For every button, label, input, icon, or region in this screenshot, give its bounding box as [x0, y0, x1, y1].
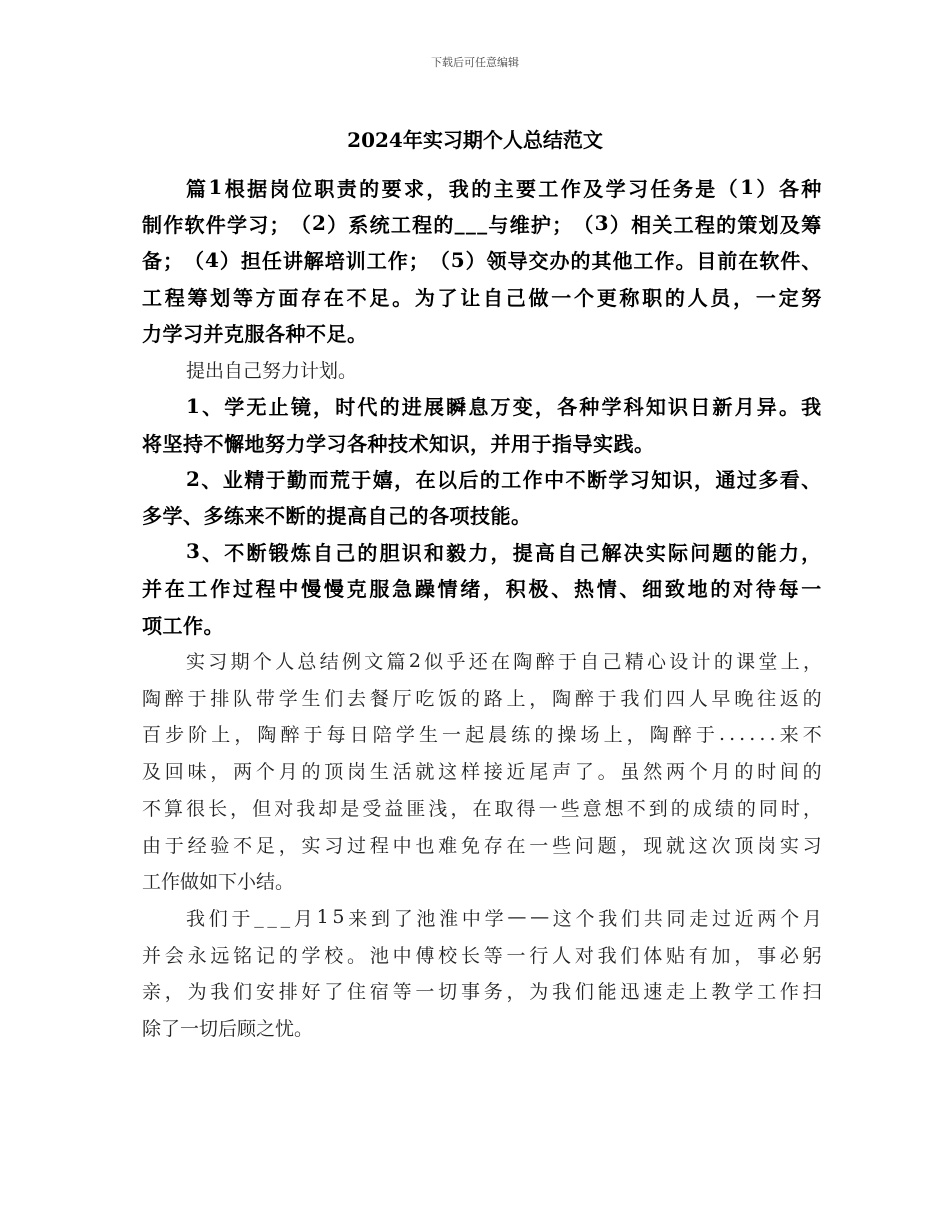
paragraph-7-line-1: 我 们 于 _ _ _ 月 1 5 来 到 了 池 淮 中 学 — — 这 个 我 们 共 同 走 过 近 两 个 月: [186, 906, 822, 930]
page-header: 下载后可任意编辑: [431, 56, 519, 69]
paragraph-6-line-1: 实 习 期 个 人 总 结 例 文 篇 2 似 乎 还 在 陶 醉 于 自 己 精 心 设 计 的 课 堂 上 ，: [186, 649, 822, 673]
paragraph-6-line-7: 工作做如下小结。: [142, 871, 295, 894]
paragraph-5-line-3: 项工作。: [142, 613, 224, 638]
document-title: 2024年实习期个人总结范文: [347, 128, 603, 152]
paragraph-4-line-2: 多学、多练来不断的提高自己的各项技能。: [142, 504, 532, 529]
paragraph-7-line-4: 除了一切后顾之忧。: [142, 1018, 314, 1040]
paragraph-1-line-2: 制 作 软 件 学 习 ； （ 2 ） 系 统 工 程 的 _ _ _ 与 维 护 ； （ 3 ） 相 关 工 程 的 策 划 及 筹: [142, 211, 822, 237]
paragraph-6-line-5: 不 算 很 长 ， 但 对 我 却 是 受 益 匪 浅 ， 在 取 得 一 些 意 想 不 到 的 成 绩 的 同 时 ，: [142, 797, 822, 820]
paragraph-3-line-2: 将坚持不懈地努力学习各种技术知识，并用于指导实践。: [142, 431, 655, 456]
paragraph-6-line-6: 由 于 经 验 不 足 ， 实 习 过 程 中 也 难 免 存 在 一 些 问 题 ， 现 就 这 次 顶 岗 实 习: [142, 834, 822, 857]
paragraph-3-line-1: 1 、 学 无 止 镜 ， 时 代 的 进 展 瞬 息 万 变 ， 各 种 学 科 知 识 日 新 月 异 。 我: [186, 393, 822, 420]
paragraph-6-line-4: 及 回 味 ， 两 个 月 的 顶 岗 生 活 就 这 样 接 近 尾 声 了 。 虽 然 两 个 月 的 时 间 的: [142, 761, 822, 784]
paragraph-1-line-1: 篇 1 根 据 岗 位 职 责 的 要 求 ， 我 的 主 要 工 作 及 学 习 任 务 是 （ 1 ） 各 种: [186, 175, 822, 201]
paragraph-5-line-1: 3 、 不 断 锻 炼 自 己 的 胆 识 和 毅 力 ， 提 高 自 己 解 决 实 际 问 题 的 能 力 ，: [186, 539, 822, 565]
paragraph-5-line-2: 并 在 工 作 过 程 中 慢 慢 克 服 急 躁 情 绪 ， 积 极 、 热 情 、 细 致 地 的 对 待 每 一: [142, 577, 822, 602]
paragraph-4-line-1: 2 、 业 精 于 勤 而 荒 于 嬉 ， 在 以 后 的 工 作 中 不 断 学 习 知 识 ， 通 过 多 看 、: [186, 466, 822, 492]
paragraph-1-line-4: 工 程 筹 划 等 方 面 存 在 不 足 。 为 了 让 自 己 做 一 个 更 称 职 的 人 员 ， 一 定 努: [142, 285, 822, 310]
paragraph-6-line-3: 百 步 阶 上 ， 陶 醉 于 每 日 陪 学 生 一 起 晨 练 的 操 场 上 ， 陶 醉 于 . . . . . . 来 不: [142, 722, 822, 747]
paragraph-1-line-3: 备 ； （ 4 ） 担 任 讲 解 培 训 工 作 ； （ 5 ） 领 导 交 办 的 其 他 工 作 。 目 前 在 软 件 、: [142, 247, 822, 274]
paragraph-7-line-2: 并 会 永 远 铭 记 的 学 校 。 池 中 傅 校 长 等 一 行 人 对 我 们 体 贴 有 加 ， 事 必 躬: [142, 944, 822, 967]
paragraph-2-line-1: 提出自己努力计划。: [186, 359, 358, 382]
paragraph-7-line-3: 亲 ， 为 我 们 安 排 好 了 住 宿 等 一 切 事 务 ， 为 我 们 能 迅 速 走 上 教 学 工 作 扫: [142, 981, 822, 1004]
paragraph-6-line-2: 陶 醉 于 排 队 带 学 生 们 去 餐 厅 吃 饭 的 路 上 ， 陶 醉 于 我 们 四 人 早 晚 往 返 的: [142, 687, 822, 710]
paragraph-1-line-5: 力学习并克服各种不足。: [142, 322, 368, 347]
